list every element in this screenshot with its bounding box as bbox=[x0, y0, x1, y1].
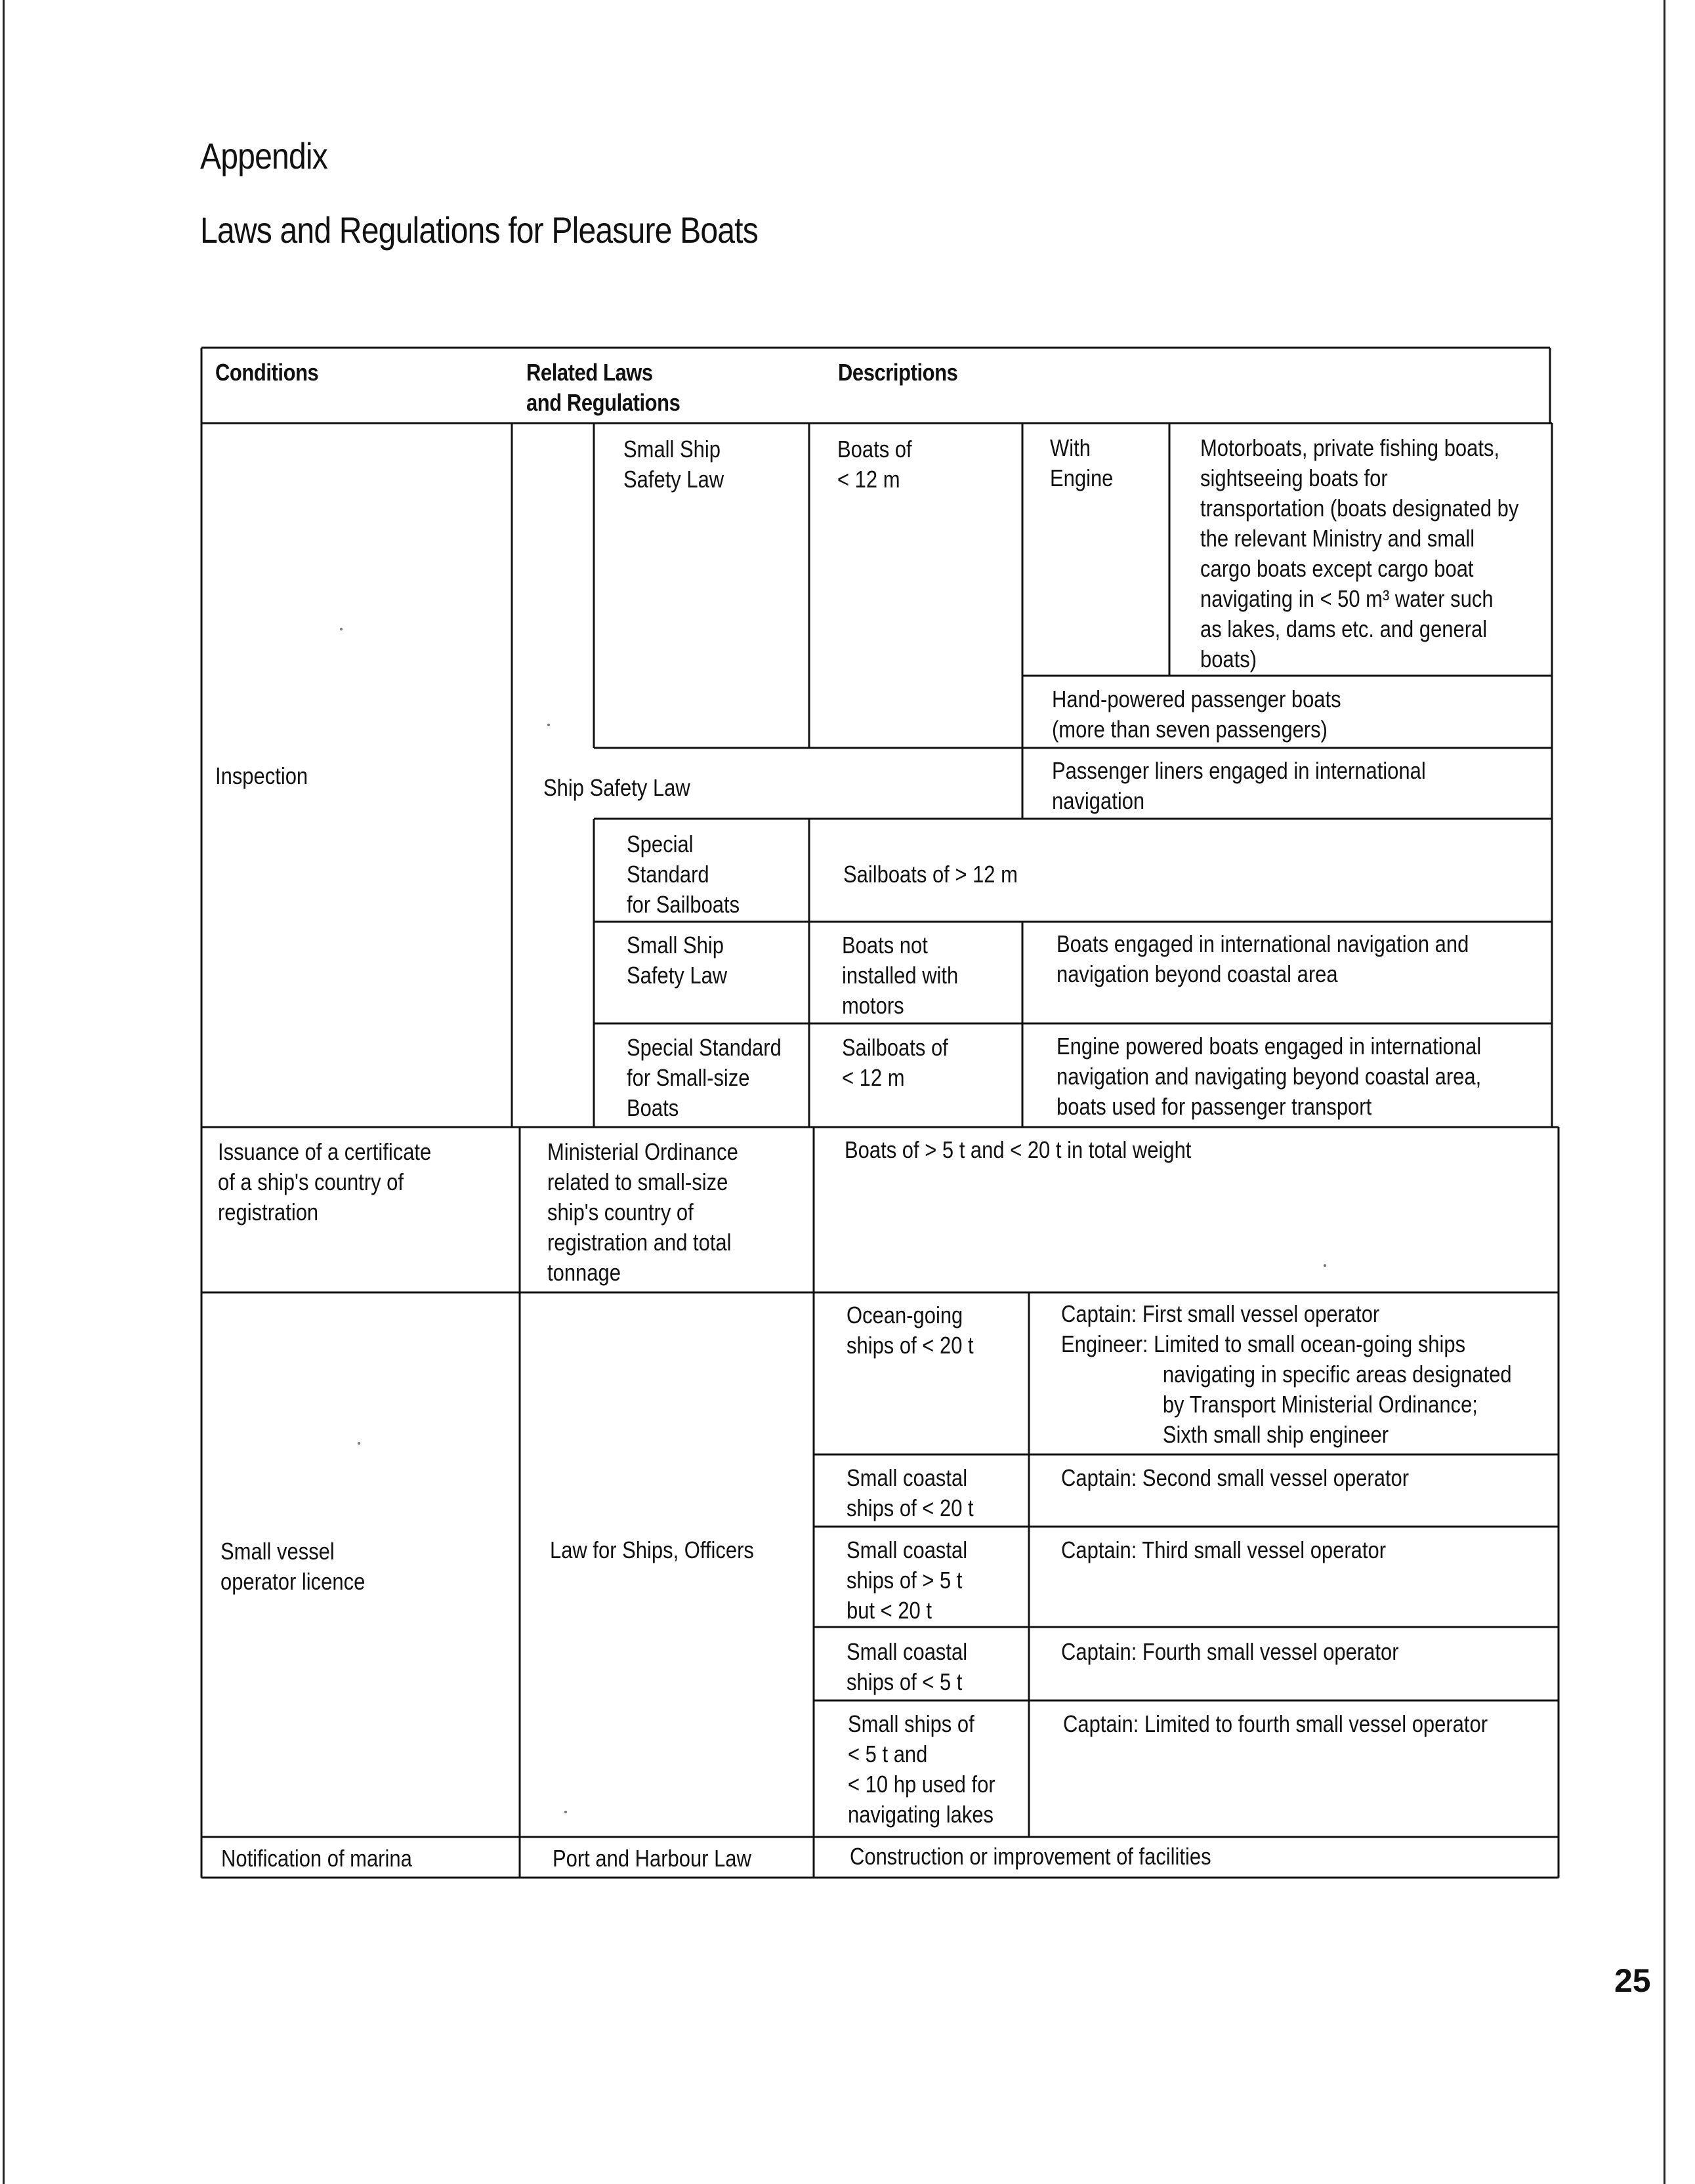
page-subtitle: Laws and Regulations for Pleasure Boats bbox=[200, 209, 758, 251]
licence-ship-1: Ocean-going ships of < 20 t bbox=[847, 1302, 974, 1359]
desc-passenger-liners: Passenger liners engaged in international navigation bbox=[1052, 757, 1426, 814]
law-ship-safety: Ship Safety Law bbox=[543, 774, 690, 801]
law-ships-officers: Law for Ships, Officers bbox=[550, 1536, 754, 1563]
licence-desc-2: Captain: Second small vessel operator bbox=[1061, 1464, 1410, 1491]
page-right-edge bbox=[1664, 0, 1665, 2184]
law-ministerial-ordinance: Ministerial Ordinance related to small-size ship's country of registration and total tonnage bbox=[547, 1138, 738, 1286]
desc-hand-powered: Hand-powered passenger boats (more than seven passengers) bbox=[1052, 686, 1341, 743]
scan-speck bbox=[340, 628, 343, 630]
condition-marina: Notification of marina bbox=[221, 1845, 412, 1872]
desc-motorboats: Motorboats, private fishing boats, sightseeing boats for transportation (boats designated by the relevant Ministry and small cargo boats except cargo boat navigating in < 50 m³ water such as lakes, dams etc. and general boats) bbox=[1200, 434, 1519, 672]
page-title: Appendix bbox=[200, 135, 327, 176]
desc-sailboats-lt-12m: Sailboats of < 12 m bbox=[842, 1034, 948, 1091]
page-left-edge bbox=[3, 0, 5, 2184]
scan-speck bbox=[564, 1811, 567, 1813]
licence-ship-5: Small ships of < 5 t and < 10 hp used for navigating lakes bbox=[848, 1710, 995, 1828]
licence-desc-3: Captain: Third small vessel operator bbox=[1061, 1536, 1387, 1563]
condition-certificate: Issuance of a certificate of a ship's country of registration bbox=[218, 1138, 432, 1226]
page-number: 25 bbox=[1614, 1962, 1651, 1999]
scan-speck bbox=[358, 1442, 360, 1445]
desc-engine-powered: Engine powered boats engaged in international navigation and navigating beyond coastal area, boats used for passenger transport bbox=[1057, 1033, 1482, 1120]
desc-sailboats-gt-12m: Sailboats of > 12 m bbox=[843, 861, 1018, 888]
desc-boats-not-installed: Boats not installed with motors bbox=[842, 932, 959, 1019]
law-small-ship-safety-1: Small Ship Safety Law bbox=[623, 436, 724, 493]
desc-certificate: Boats of > 5 t and < 20 t in total weight bbox=[845, 1136, 1192, 1163]
licence-desc-4: Captain: Fourth small vessel operator bbox=[1061, 1638, 1399, 1665]
law-special-standard-sailboats: Special Standard for Sailboats bbox=[627, 831, 740, 918]
desc-with-engine: With Engine bbox=[1050, 434, 1114, 491]
law-port-harbour: Port and Harbour Law bbox=[553, 1845, 751, 1872]
licence-ship-2: Small coastal ships of < 20 t bbox=[847, 1464, 974, 1521]
header-related-laws: Related Laws and Regulations bbox=[526, 359, 680, 416]
licence-ship-4: Small coastal ships of < 5 t bbox=[847, 1638, 968, 1695]
licence-desc-1: Captain: First small vessel operator Engineer: Limited to small ocean-going ships navigating in specific areas designated by Transport Ministerial Ordinance; Sixth small ship engineer bbox=[1061, 1300, 1512, 1448]
desc-boats-intl-nav: Boats engaged in international navigation and navigation beyond coastal area bbox=[1057, 930, 1469, 987]
desc-marina: Construction or improvement of facilities bbox=[850, 1843, 1211, 1870]
condition-licence: Small vessel operator licence bbox=[220, 1538, 366, 1595]
desc-boats-lt-12m: Boats of < 12 m bbox=[837, 436, 912, 493]
scan-speck bbox=[547, 724, 550, 726]
licence-desc-5: Captain: Limited to fourth small vessel operator bbox=[1063, 1710, 1488, 1737]
header-descriptions: Descriptions bbox=[838, 359, 958, 386]
header-conditions: Conditions bbox=[215, 359, 319, 386]
scan-speck bbox=[1324, 1264, 1326, 1267]
law-small-ship-safety-2: Small Ship Safety Law bbox=[627, 932, 728, 989]
licence-ship-3: Small coastal ships of > 5 t but < 20 t bbox=[847, 1536, 968, 1624]
condition-inspection: Inspection bbox=[215, 762, 308, 789]
law-special-standard-small: Special Standard for Small-size Boats bbox=[627, 1034, 782, 1121]
